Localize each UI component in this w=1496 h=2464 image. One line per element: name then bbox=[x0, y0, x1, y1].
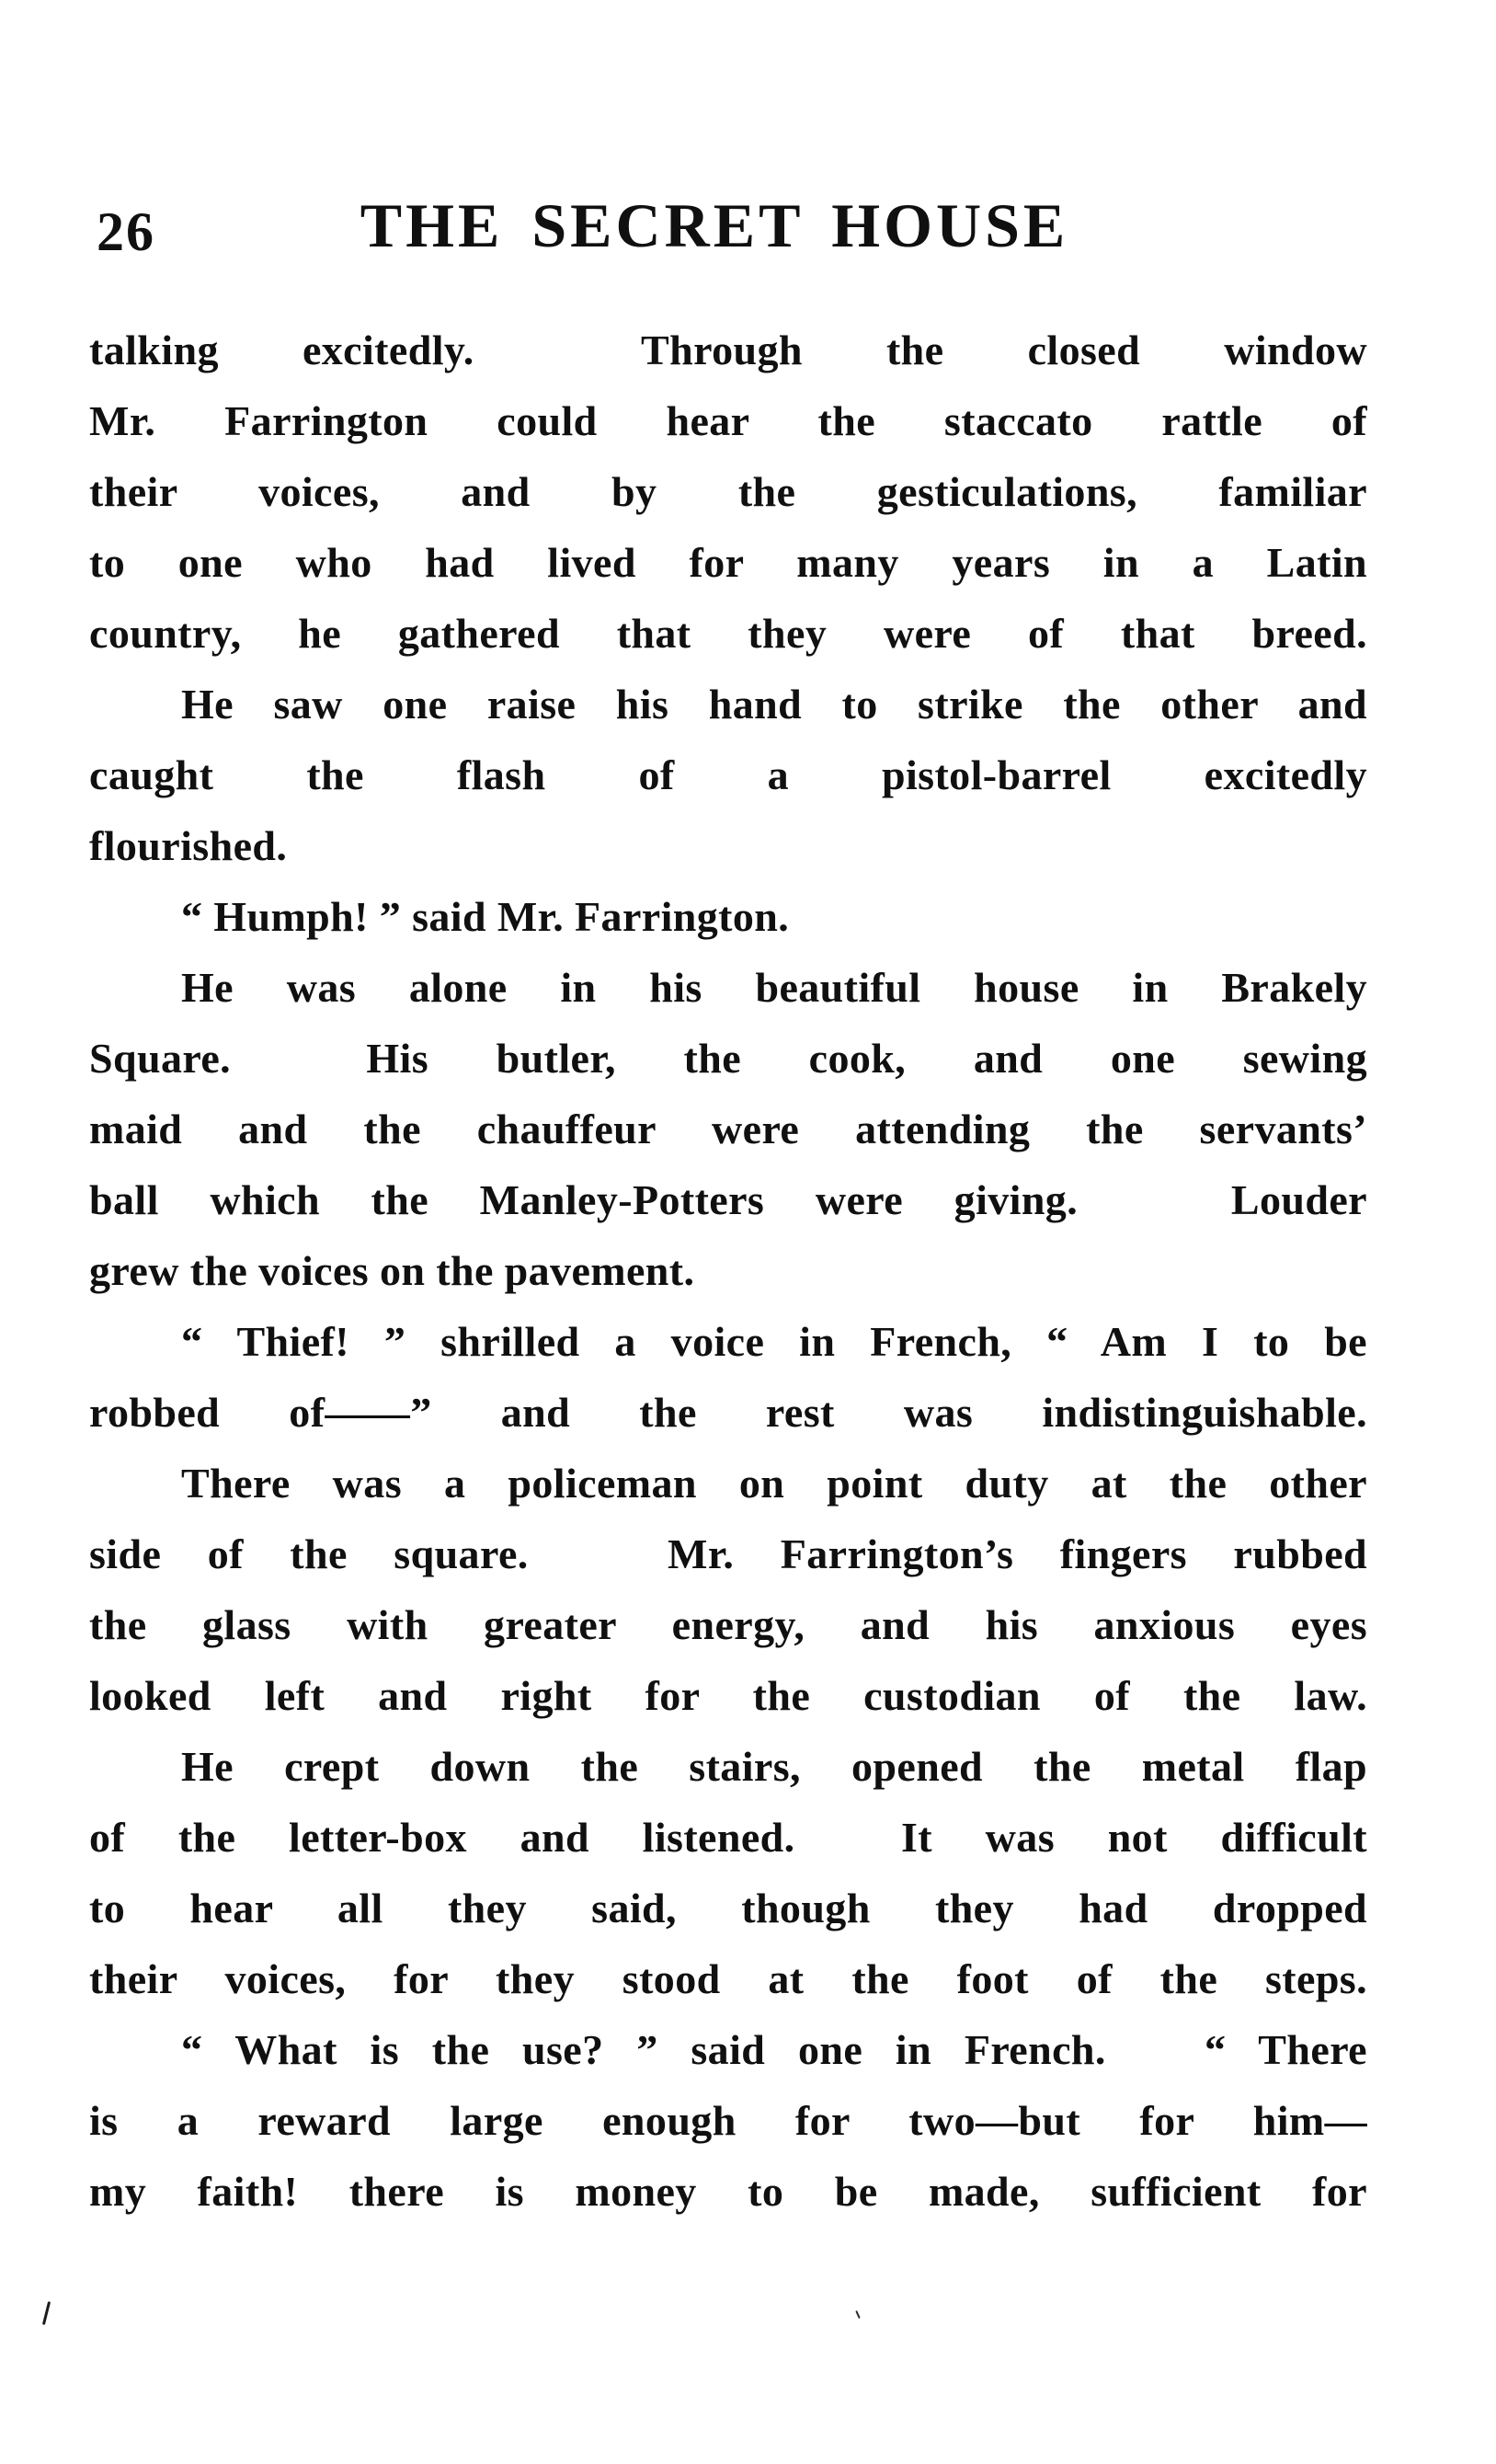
text-line: flourished. bbox=[89, 822, 288, 869]
text-line: talking excitedly. Through the closed window bbox=[89, 327, 1367, 373]
text-line: Square. His butler, the cook, and one sewing bbox=[89, 1035, 1367, 1082]
text-line: caught the flash of a pistol-barrel excitedly bbox=[89, 751, 1367, 798]
text-line: to hear all they said, though they had dropped bbox=[89, 1885, 1367, 1931]
text-line: There was a policeman on point duty at the other bbox=[181, 1460, 1367, 1507]
page-text bbox=[89, 315, 1367, 2227]
text-line: “ Thief! ” shrilled a voice in French, “ Am I to be bbox=[181, 1318, 1367, 1365]
text-line: my faith! there is money to be made, sufficient for bbox=[89, 2168, 1367, 2215]
text-line: He crept down the stairs, opened the metal flap bbox=[181, 1743, 1367, 1790]
text-line: side of the square. Mr. Farrington’s fingers rubbed bbox=[89, 1530, 1367, 1577]
text-line: their voices, for they stood at the foot of the steps. bbox=[89, 1955, 1367, 2002]
stray-ink-mark-icon bbox=[42, 2301, 51, 2325]
text-line: He was alone in his beautiful house in Brakely bbox=[181, 964, 1367, 1011]
text-line: Mr. Farrington could hear the staccato rattle of bbox=[89, 397, 1367, 444]
text-line: grew the voices on the pavement. bbox=[89, 1247, 695, 1294]
text-line: robbed of——” and the rest was indistinguishable. bbox=[89, 1389, 1367, 1436]
text-line: ball which the Manley-Potters were giving. Louder bbox=[89, 1176, 1367, 1223]
page-title: THE SECRET HOUSE bbox=[360, 190, 1069, 260]
text-line: maid and the chauffeur were attending the servants’ bbox=[89, 1106, 1367, 1152]
text-line: of the letter-box and listened. It was not difficult bbox=[89, 1814, 1367, 1861]
text-line: He saw one raise his hand to strike the other and bbox=[181, 681, 1367, 728]
running-header bbox=[89, 189, 1367, 262]
text-line: the glass with greater energy, and his anxious eyes bbox=[89, 1601, 1367, 1648]
text-line: “ Humph! ” said Mr. Farrington. bbox=[181, 893, 790, 940]
text-line: their voices, and by the gesticulations, familiar bbox=[89, 468, 1367, 515]
page-number: 26 bbox=[97, 201, 155, 262]
text-line: is a reward large enough for two—but for him— bbox=[89, 2097, 1367, 2144]
text-line: “ What is the use? ” said one in French. “ There bbox=[181, 2026, 1367, 2073]
text-line: looked left and right for the custodian of the law. bbox=[89, 1672, 1367, 1719]
stray-ink-speck-icon bbox=[855, 2310, 860, 2319]
text-line: to one who had lived for many years in a Latin bbox=[89, 539, 1367, 586]
text-line: country, he gathered that they were of that breed. bbox=[89, 610, 1367, 657]
